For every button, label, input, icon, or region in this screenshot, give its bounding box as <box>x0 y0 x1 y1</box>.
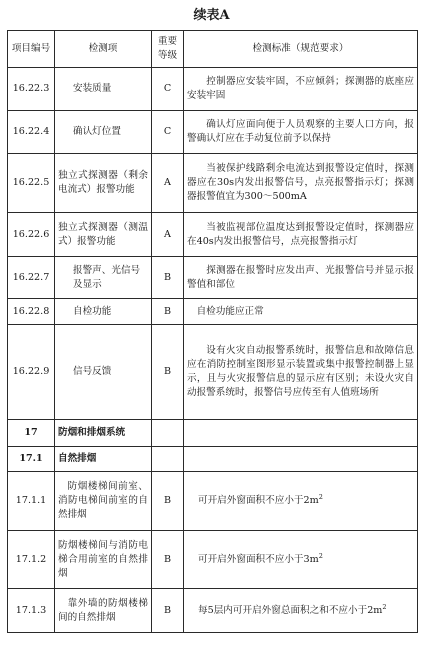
cell-standard: 自检功能应正常 <box>184 299 418 325</box>
table-row <box>8 111 418 154</box>
table-header-row <box>8 31 418 68</box>
cell-no: 17 <box>8 420 55 447</box>
cell-item: 独立式探测器（剩余电流式）报警功能 <box>55 154 152 213</box>
cell-no: 17.1.1 <box>8 472 55 531</box>
cell-standard: 可开启外窗面积不应小于$2m^2$ <box>184 472 418 531</box>
cell-standard: 可开启外窗面积不应小于$3m^2$ <box>184 531 418 589</box>
table-row <box>8 154 418 213</box>
cell-item: 自检功能 <box>55 299 152 325</box>
cell-level: A <box>152 154 184 213</box>
table-row <box>8 257 418 299</box>
cell-standard <box>184 447 418 472</box>
cell-level: B <box>152 472 184 531</box>
cell-level: C <box>152 111 184 154</box>
cell-standard: 当被监视部位温度达到报警设定值时，探测器应在40s内发出报警信号，点亮报警指示灯 <box>184 213 418 257</box>
table-row <box>8 589 418 633</box>
cell-level: B <box>152 531 184 589</box>
cell-standard: 确认灯应面向便于人员观察的主要人口方向，报警确认灯应在手动复位前予以保持 <box>184 111 418 154</box>
cell-item: 自然排烟 <box>55 447 152 472</box>
cell-item: 防烟和排烟系统 <box>55 420 152 447</box>
cell-no: 16.22.8 <box>8 299 55 325</box>
table-row <box>8 531 418 589</box>
table-row-section <box>8 447 418 472</box>
cell-level: B <box>152 589 184 633</box>
cell-no: 16.22.9 <box>8 325 55 420</box>
cell-standard: 探测器在报警时应发出声、光报警信号并显示报警值和部位 <box>184 257 418 299</box>
cell-no: 16.22.6 <box>8 213 55 257</box>
cell-item: 防烟楼梯间前室、消防电梯间前室的自然排烟 <box>55 472 152 531</box>
cell-standard: 当被保护线路剩余电流达到报警设定值时，探测器应在30s内发出报警信号，点亮报警指示灯；探测器报警值宜为300～500mA <box>184 154 418 213</box>
cell-level: B <box>152 257 184 299</box>
cell-no: 16.22.4 <box>8 111 55 154</box>
header-no: 项目编号 <box>8 31 55 68</box>
table-row <box>8 325 418 420</box>
cell-standard: 控制器应安装牢固，不应倾斜；探测器的底座应安装牢固 <box>184 68 418 111</box>
table-row-section <box>8 420 418 447</box>
cell-item: 安装质量 <box>55 68 152 111</box>
cell-item: 防烟楼梯间与消防电梯合用前室的自然排烟 <box>55 531 152 589</box>
cell-no: 17.1.2 <box>8 531 55 589</box>
cell-no: 17.1.3 <box>8 589 55 633</box>
table-row <box>8 299 418 325</box>
cell-no: 16.22.7 <box>8 257 55 299</box>
cell-level: A <box>152 213 184 257</box>
cell-no: 16.22.3 <box>8 68 55 111</box>
cell-standard: 设有火灾自动报警系统时，报警信息和故障信息应在消防控制室图形显示装置或集中报警控制器上显示，且与火灾报警信息的显示应有区别；未设火灾自动报警系统时，报警信号应传至有人值班场所 <box>184 325 418 420</box>
page-title: 续表A <box>193 8 230 23</box>
table-row <box>8 472 418 531</box>
cell-level <box>152 447 184 472</box>
cell-no: 17.1 <box>8 447 55 472</box>
header-level: 重要等级 <box>152 31 184 68</box>
cell-item: 独立式探测器（测温式）报警功能 <box>55 213 152 257</box>
header-standard: 检测标准（规范要求） <box>184 31 418 68</box>
header-item: 检测项 <box>55 31 152 68</box>
cell-item: 报警声、光信号及显示 <box>55 257 152 299</box>
cell-item: 靠外墙的防烟楼梯间的自然排烟 <box>55 589 152 633</box>
cell-level <box>152 420 184 447</box>
cell-item: 确认灯位置 <box>55 111 152 154</box>
cell-item: 信号反馈 <box>55 325 152 420</box>
table-row <box>8 213 418 257</box>
inspection-table <box>7 30 418 633</box>
cell-level: B <box>152 299 184 325</box>
cell-no: 16.22.5 <box>8 154 55 213</box>
cell-level: B <box>152 325 184 420</box>
cell-standard: 每5层内可开启外窗总面积之和不应小于$2m^2$ <box>184 589 418 633</box>
table-row <box>8 68 418 111</box>
cell-standard <box>184 420 418 447</box>
cell-level: C <box>152 68 184 111</box>
